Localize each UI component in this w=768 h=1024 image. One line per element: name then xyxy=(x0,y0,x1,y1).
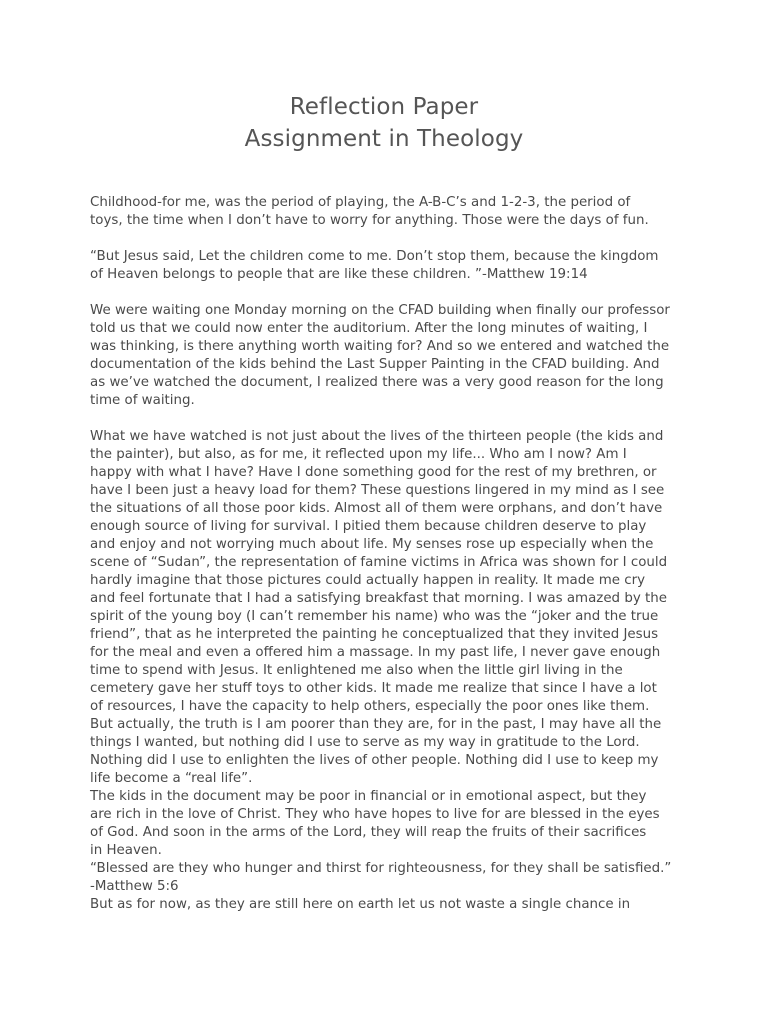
text-line: But as for now, as they are still here on earth let us not waste a single chance in xyxy=(90,897,631,912)
text-line: time of waiting. xyxy=(90,393,195,408)
text-line: life become a “real life”. xyxy=(90,771,253,786)
text-line: friend”, that as he interpreted the painting he conceptualized that they invited Jesus xyxy=(90,627,659,642)
text-line: Nothing did I use to enlighten the lives of other people. Nothing did I use to keep my xyxy=(90,753,659,768)
text-line: and enjoy and not worrying much about life. My senses rose up especially when the xyxy=(90,537,654,552)
text-line: time to spend with Jesus. It enlightened me also when the little girl living in the xyxy=(90,663,623,678)
text-line: “But Jesus said, Let the children come to me. Don’t stop them, because the kingdom xyxy=(90,249,659,264)
text-line: hardly imagine that those pictures could actually happen in reality. It made me cry xyxy=(90,573,646,588)
text-line: and feel fortunate that I had a satisfying breakfast that morning. I was amazed by the xyxy=(90,591,667,606)
text-line: enough source of living for survival. I pitied them because children deserve to play xyxy=(90,519,647,534)
text-line: The kids in the document may be poor in financial or in emotional aspect, but they xyxy=(90,789,647,804)
paragraph-reflection xyxy=(90,428,690,914)
text-line: are rich in the love of Christ. They who have hopes to live for are blessed in the eyes xyxy=(90,807,660,822)
text-line: spirit of the young boy (I can’t remember his name) who was the “joker and the true xyxy=(90,609,659,624)
text-line: -Matthew 5:6 xyxy=(90,879,179,894)
text-line: of Heaven belongs to people that are like these children. ”-Matthew 19:14 xyxy=(90,267,588,282)
text-line: of God. And soon in the arms of the Lord, they will reap the fruits of their sacrifices xyxy=(90,825,647,840)
text-line: have I been just a heavy load for them? These questions lingered in my mind as I see xyxy=(90,483,665,498)
text-line: What we have watched is not just about the lives of the thirteen people (the kids and xyxy=(90,429,664,444)
text-line: for the meal and even a offered him a massage. In my past life, I never gave enough xyxy=(90,645,661,660)
text-line: happy with what I have? Have I done something good for the rest of my brethren, or xyxy=(90,465,657,480)
text-line: cemetery gave her stuff toys to other kids. It made me realize that since I have a lot xyxy=(90,681,657,696)
text-line: the painter), but also, as for me, it reflected upon my life... Who am I now? Am I xyxy=(90,447,627,462)
text-line: things I wanted, but nothing did I use to serve as my way in gratitude to the Lord. xyxy=(90,735,640,750)
text-line: the situations of all those poor kids. Almost all of them were orphans, and don’t have xyxy=(90,501,663,516)
text-line: told us that we could now enter the auditorium. After the long minutes of waiting, I xyxy=(90,321,648,336)
paragraph-childhood xyxy=(90,194,690,230)
text-line: scene of “Sudan”, the representation of famine victims in Africa was shown for I could xyxy=(90,555,668,570)
text-line: was thinking, is there anything worth waiting for? And so we entered and watched the xyxy=(90,339,670,354)
paragraph-waiting xyxy=(90,302,690,410)
text-line: documentation of the kids behind the Last Supper Painting in the CFAD building. And xyxy=(90,357,660,372)
text-line: But actually, the truth is I am poorer than they are, for in the past, I may have all the xyxy=(90,717,662,732)
page-subtitle: Assignment in Theology xyxy=(244,126,524,152)
paragraph-bible-quote xyxy=(90,248,690,284)
text-line: toys, the time when I don’t have to worry for anything. Those were the days of fun. xyxy=(90,213,649,228)
page-title: Reflection Paper xyxy=(289,94,479,120)
text-line: We were waiting one Monday morning on the CFAD building when finally our professor xyxy=(90,303,670,318)
text-line: as we’ve watched the document, I realized there was a very good reason for the long xyxy=(90,375,664,390)
text-line: Childhood-for me, was the period of playing, the A-B-C’s and 1-2-3, the period of xyxy=(90,195,631,210)
text-line: “Blessed are they who hunger and thirst for righteousness, for they shall be satisfied.” xyxy=(90,861,672,876)
text-line: in Heaven. xyxy=(90,843,162,858)
text-line: of resources, I have the capacity to help others, especially the poor ones like them. xyxy=(90,699,650,714)
